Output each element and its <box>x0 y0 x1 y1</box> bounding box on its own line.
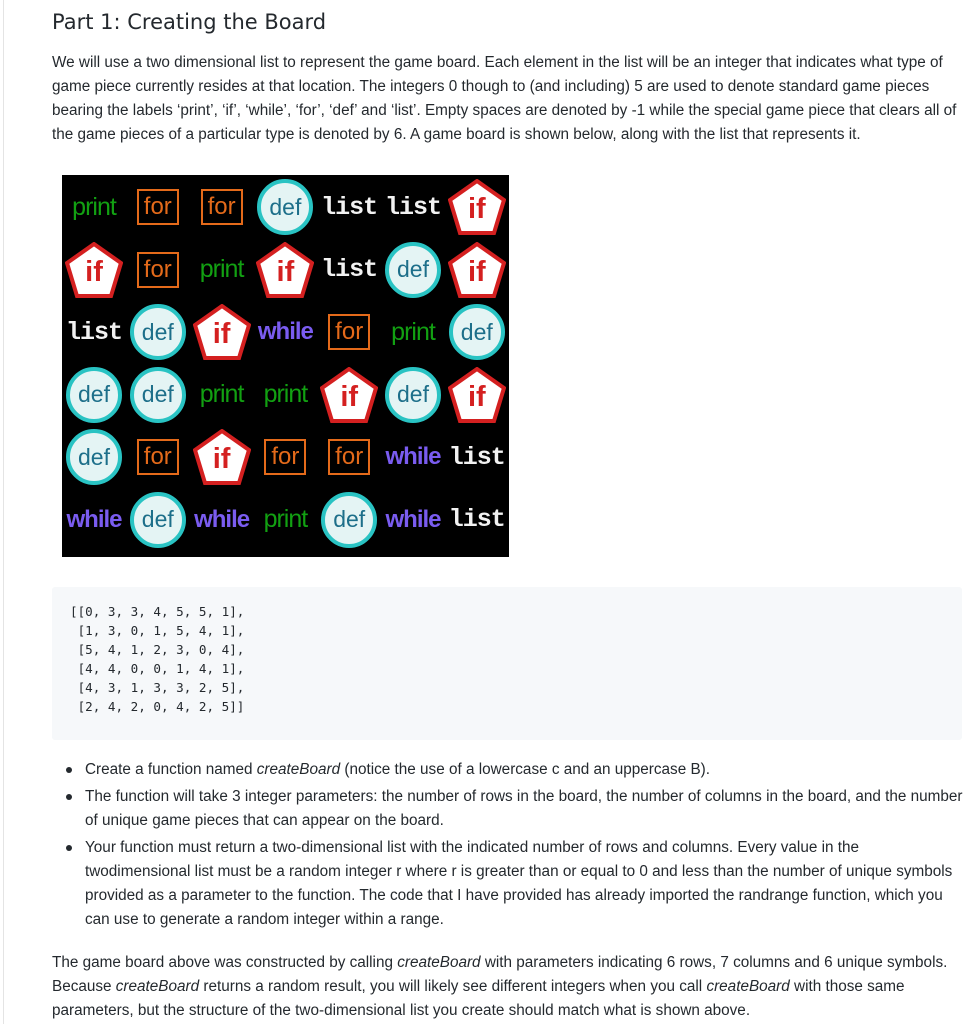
piece-list: list <box>384 192 441 222</box>
piece-def: def <box>66 429 122 485</box>
piece-for: for <box>201 189 243 225</box>
piece-if: if <box>448 179 506 235</box>
board-cell <box>445 301 509 363</box>
code-line: [5, 4, 1, 2, 3, 0, 4], <box>70 642 245 657</box>
code-line: [4, 3, 1, 3, 3, 2, 5], <box>70 680 245 695</box>
function-name: createBoard <box>397 954 481 971</box>
board-cell <box>126 489 190 551</box>
piece-def: def <box>321 492 377 548</box>
board-cell <box>253 301 317 363</box>
board-cell <box>190 426 254 488</box>
piece-for: for <box>264 439 306 475</box>
board-cell <box>126 176 190 238</box>
board-cell <box>381 426 445 488</box>
board-cell <box>381 364 445 426</box>
board-cell <box>62 489 126 551</box>
board-cell <box>317 489 381 551</box>
piece-def: def <box>66 367 122 423</box>
piece-if: if <box>65 242 123 298</box>
board-cell <box>62 239 126 301</box>
piece-list: list <box>321 192 378 222</box>
piece-def: def <box>130 367 186 423</box>
piece-def: def <box>449 304 505 360</box>
piece-print: print <box>263 380 308 408</box>
piece-print: print <box>72 192 116 221</box>
piece-while: while <box>194 505 250 533</box>
piece-for: for <box>137 252 179 288</box>
board-cell <box>445 176 509 238</box>
board-cell <box>381 301 445 363</box>
left-border <box>3 0 4 1024</box>
board-cell <box>253 364 317 426</box>
board-cell <box>62 364 126 426</box>
piece-for: for <box>328 439 370 475</box>
piece-while: while <box>66 505 122 533</box>
board-cell <box>381 489 445 551</box>
piece-for: for <box>137 439 179 475</box>
piece-list: list <box>448 505 505 534</box>
function-name: createBoard <box>115 978 200 995</box>
board-cell <box>190 301 254 363</box>
piece-def: def <box>385 242 441 298</box>
board-cell <box>317 301 381 363</box>
board-cell <box>317 239 381 301</box>
piece-print: print <box>391 317 435 346</box>
board-cell <box>126 301 190 363</box>
code-line: [1, 3, 0, 1, 5, 4, 1], <box>70 623 245 638</box>
list-item: Create a function named createBoard (notice the use of a lowercase c and an uppercase B). <box>52 758 964 782</box>
piece-def: def <box>385 367 441 423</box>
board-cell <box>126 426 190 488</box>
board-cell <box>126 364 190 426</box>
code-line: [2, 4, 2, 0, 4, 2, 5]] <box>70 699 245 714</box>
board-cell <box>253 489 317 551</box>
board-cell <box>317 364 381 426</box>
piece-if: if <box>448 242 506 298</box>
outro-paragraph: The game board above was constructed by calling createBoard with parameters indicating 6 rows, 7 columns and 6 unique symbols. Because createBoard returns a random result, you will likely see different integers when you call createBoard with those same parameters, but the structure of the two-dimensional list you create should match what is shown above. <box>52 954 948 1019</box>
piece-for: for <box>328 314 370 350</box>
piece-while: while <box>257 318 313 345</box>
board-cell <box>190 239 254 301</box>
board-cell <box>381 239 445 301</box>
board-cell <box>190 489 254 551</box>
piece-print: print <box>199 255 244 283</box>
function-name: createBoard <box>706 978 790 995</box>
board-cell <box>62 301 126 363</box>
board-cell <box>253 426 317 488</box>
piece-while: while <box>385 505 441 533</box>
piece-if: if <box>448 367 506 423</box>
requirements-list <box>52 758 964 935</box>
game-board-image <box>62 175 509 557</box>
piece-list: list <box>65 317 122 347</box>
code-line: [4, 4, 0, 0, 1, 4, 1], <box>70 661 245 676</box>
function-name: createBoard <box>256 761 341 778</box>
code-line: [[0, 3, 3, 4, 5, 5, 1], <box>70 604 245 619</box>
piece-if: if <box>193 304 251 360</box>
board-cell <box>253 176 317 238</box>
board-cell <box>445 489 509 551</box>
board-cell <box>190 176 254 238</box>
board-cell <box>253 239 317 301</box>
board-cell <box>445 239 509 301</box>
piece-def: def <box>130 492 186 548</box>
piece-while: while <box>385 443 441 470</box>
list-item: The function will take 3 integer parameters: the number of rows in the board, the number of columns in the board, and the number of unique game pieces that can appear on the board. <box>52 785 964 833</box>
piece-def: def <box>257 179 313 235</box>
board-cell <box>445 426 509 488</box>
piece-def: def <box>130 304 186 360</box>
piece-list: list <box>321 255 378 284</box>
piece-print: print <box>199 380 244 408</box>
board-cell <box>126 239 190 301</box>
section-heading: Part 1: Creating the Board <box>52 10 327 34</box>
intro-paragraph: We will use a two dimensional list to represent the game board. Each element in the list will be an integer that indicates what type of game piece currently resides at that location. The integers 0 though to (and including) 5 are used to denote standard game pieces bearing the labels ‘print’, ‘if’, ‘while’, ‘for’, ‘def’ and ‘list’. Empty spaces are denoted by -1 while the special game piece that clears all of the game pieces of a particular type is denoted by 6. A game board is shown below, along with the list that represents it. <box>52 54 957 143</box>
board-cell <box>381 176 445 238</box>
board-cell <box>317 426 381 488</box>
board-cell <box>190 364 254 426</box>
piece-if: if <box>320 367 378 423</box>
board-cell <box>317 176 381 238</box>
piece-if: if <box>256 242 314 298</box>
board-cell <box>62 176 126 238</box>
board-cell <box>445 364 509 426</box>
piece-if: if <box>193 429 251 485</box>
board-cell <box>62 426 126 488</box>
list-item: Your function must return a two-dimensional list with the indicated number of rows and columns. Every value in the twodimensional list must be a random integer r where r is greater than or equal to 0 and less than the number of unique symbols provided as a parameter to the function. The code that I have provided has already imported the randrange function, which you can use to generate a random integer within a range. <box>52 836 964 932</box>
code-block <box>52 587 962 740</box>
piece-list: list <box>448 442 505 472</box>
piece-for: for <box>137 189 179 225</box>
piece-print: print <box>263 505 308 533</box>
